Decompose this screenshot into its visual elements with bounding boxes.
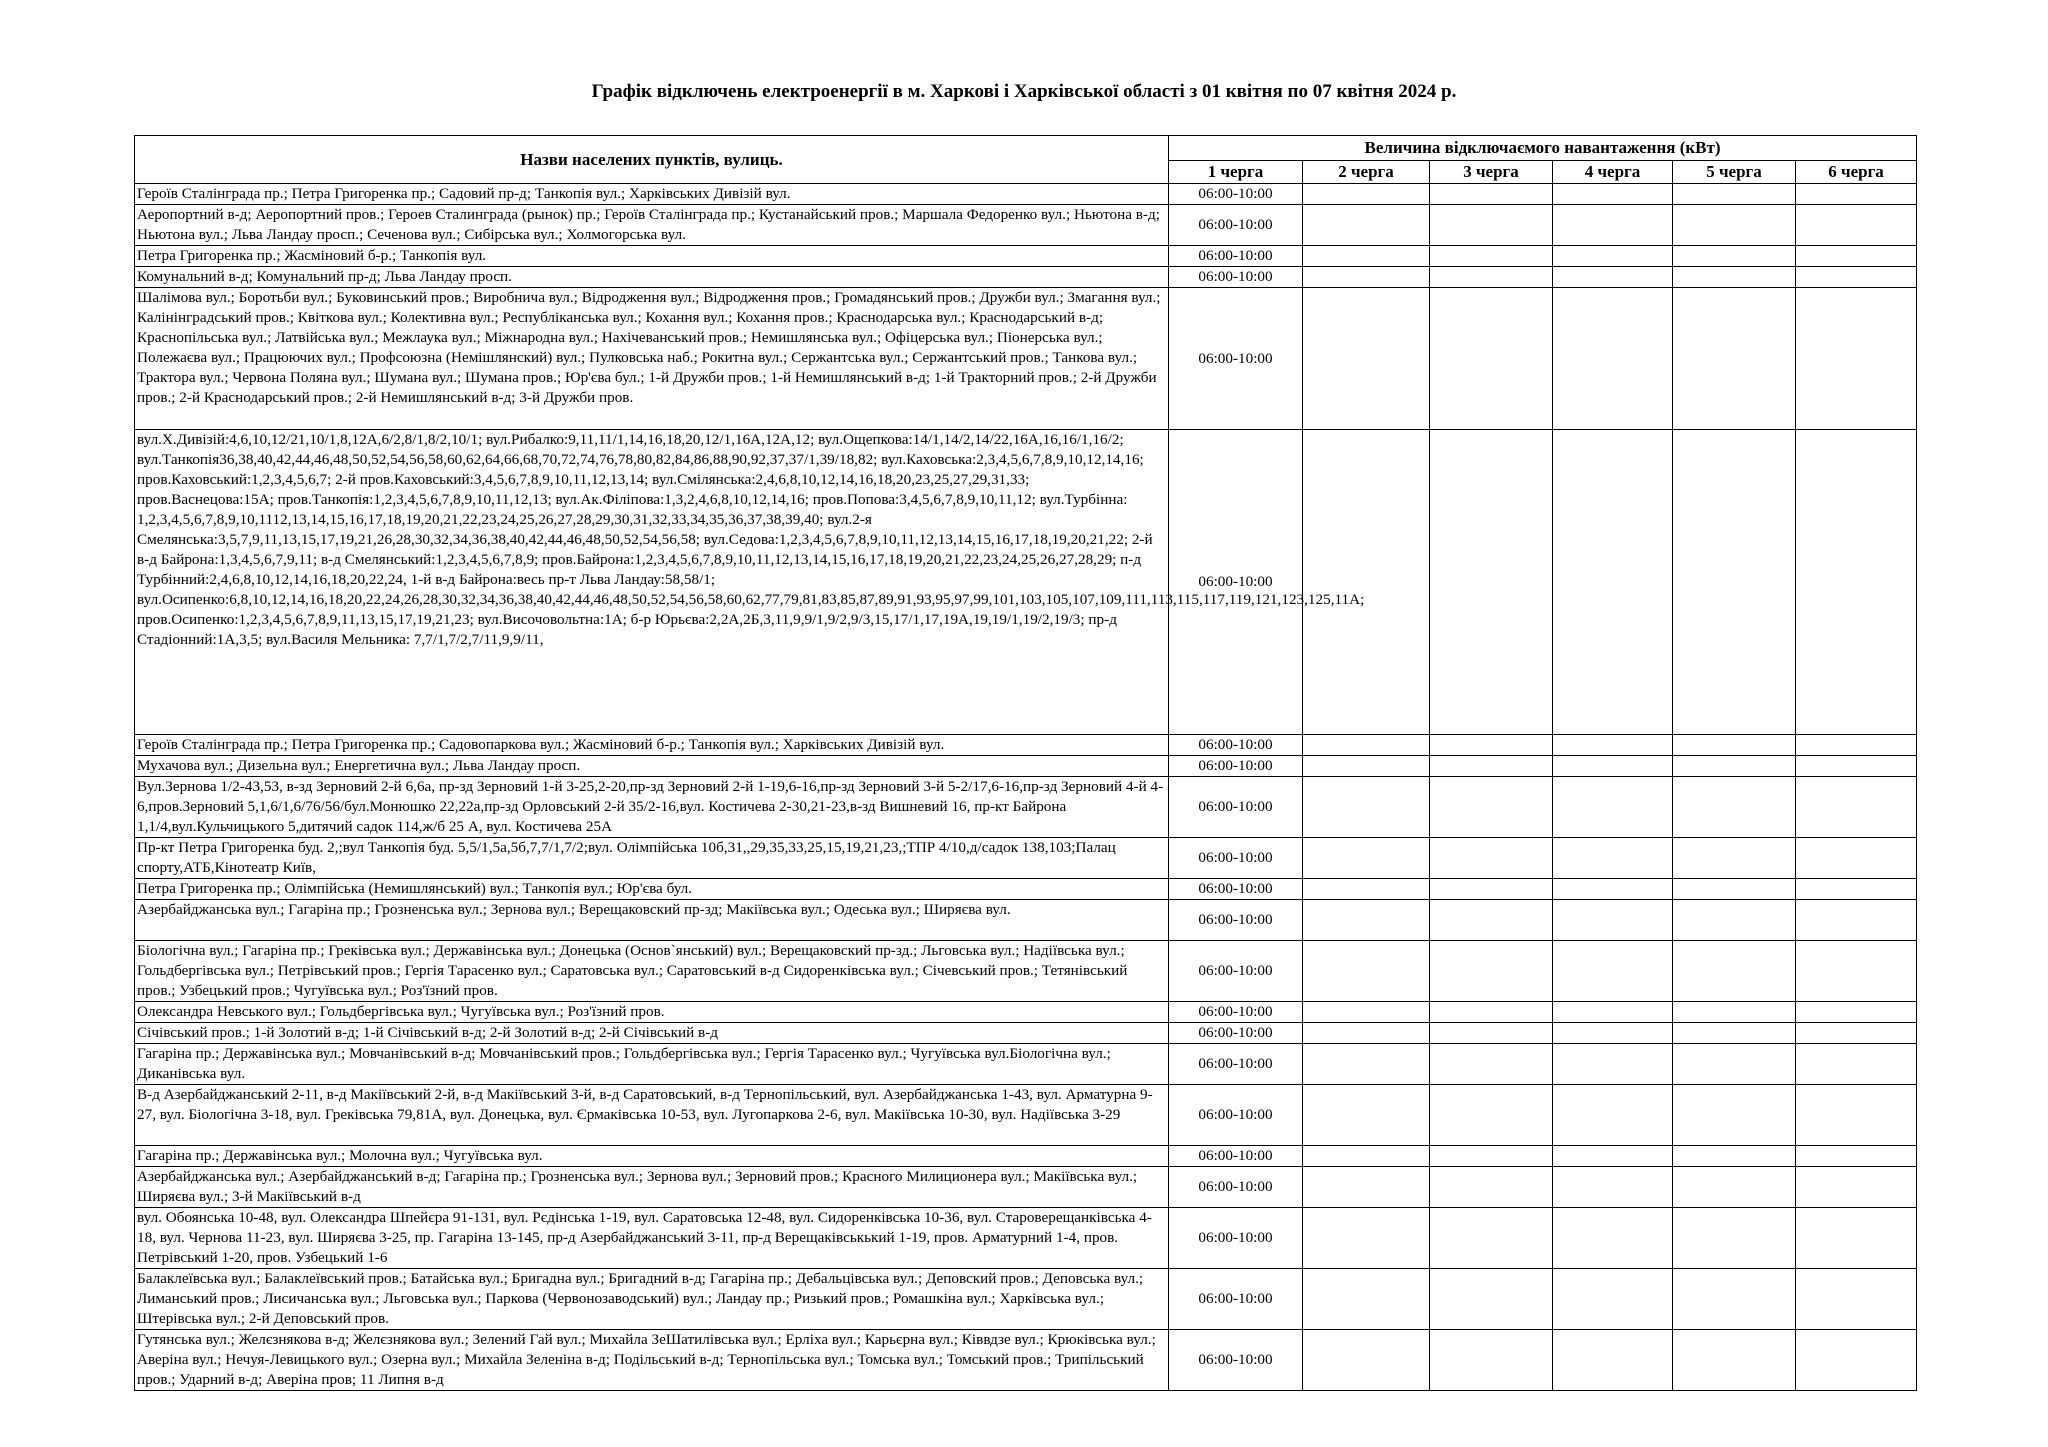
queue-5-time-cell [1673,1167,1796,1208]
streets-cell: Азербайджанська вул.; Гагаріна пр.; Грозненська вул.; Зернова вул.; Верещаковский пр-зд; Макіївська вул.; Одеська вул.; Ширяєва вул. [135,900,1169,941]
table-row [135,735,1917,756]
streets-cell: Азербайджанська вул.; Азербайджанський в-д; Гагаріна пр.; Грозненська вул.; Зернова вул.; Зерновий пров.; Красного Милиционера вул.; Макіївська вул.; Ширяєва вул.; 3-й Макіївський в-д [135,1167,1169,1208]
names-column-header: Назви населених пунктів, вулиць. [135,136,1169,184]
queue-4-time-cell [1553,184,1673,205]
queue-6-time-cell [1796,246,1917,267]
queue-6-time-cell [1796,430,1917,735]
table-row [135,1167,1917,1208]
queue-4-time-cell [1553,1085,1673,1146]
streets-cell: Гагаріна пр.; Державінська вул.; Мовчанівський в-д; Мовчанівський пров.; Гольдбергівська вул.; Гергія Тарасенко вул.; Чугуївська вул.Біологічна вул.; Диканівська вул. [135,1044,1169,1085]
outage-schedule-table [134,135,1917,1391]
queue-5-time-cell [1673,777,1796,838]
queue-1-time-cell: 06:00-10:00 [1169,184,1303,205]
queue-2-time-cell [1303,267,1430,288]
queue-5-time-cell [1673,1002,1796,1023]
queue-6-time-cell [1796,879,1917,900]
table-row [135,1002,1917,1023]
queue-1-time-cell: 06:00-10:00 [1169,941,1303,1002]
queue-1-time-cell: 06:00-10:00 [1169,246,1303,267]
queue-5-time-cell [1673,735,1796,756]
queue-1-time-cell: 06:00-10:00 [1169,1023,1303,1044]
queue-5-time-cell [1673,267,1796,288]
table-row [135,1330,1917,1391]
queue-3-time-cell [1430,941,1553,1002]
table-row [135,184,1917,205]
streets-cell: Петра Григоренка пр.; Олімпійська (Немишлянський) вул.; Танкопія вул.; Юр'єва бул. [135,879,1169,900]
queue-4-time-cell [1553,1167,1673,1208]
queue-5-time-cell [1673,288,1796,430]
queue-1-time-cell: 06:00-10:00 [1169,288,1303,430]
table-body [135,184,1917,1391]
streets-cell: Героїв Сталінграда пр.; Петра Григоренка пр.; Садовий пр-д; Танкопія вул.; Харківських Дивізій вул. [135,184,1169,205]
queue-4-time-cell [1553,1269,1673,1330]
streets-cell: Аеропортний в-д; Аеропортний пров.; Героев Сталинграда (рынок) пр.; Героїв Сталінграда пр.; Кустанайський пров.; Маршала Федоренко вул.; Ньютона в-д; Ньютона вул.; Льва Ландау просп.; Сеченова вул.; Сибірська вул.; Холмогорська вул. [135,205,1169,246]
queue-1-time-cell: 06:00-10:00 [1169,1146,1303,1167]
queue-5-time-cell [1673,184,1796,205]
table-row [135,267,1917,288]
table-row [135,777,1917,838]
queue-3-time-cell [1430,777,1553,838]
queue-3-header: 3 черга [1430,161,1553,184]
table-row [135,246,1917,267]
queue-3-time-cell [1430,1330,1553,1391]
queue-6-time-cell [1796,1269,1917,1330]
queue-6-header: 6 черга [1796,161,1917,184]
queue-1-time-cell: 06:00-10:00 [1169,735,1303,756]
table-row [135,838,1917,879]
queue-3-time-cell [1430,1208,1553,1269]
queue-2-header: 2 черга [1303,161,1430,184]
queue-6-time-cell [1796,777,1917,838]
queue-3-time-cell [1430,246,1553,267]
queue-3-time-cell [1430,1085,1553,1146]
queue-3-time-cell [1430,184,1553,205]
queue-3-time-cell [1430,1146,1553,1167]
queue-2-time-cell [1303,1146,1430,1167]
queue-1-time-cell: 06:00-10:00 [1169,205,1303,246]
queue-6-time-cell [1796,941,1917,1002]
queue-4-time-cell [1553,430,1673,735]
queue-2-time-cell [1303,777,1430,838]
queue-1-time-cell: 06:00-10:00 [1169,1269,1303,1330]
queue-5-time-cell [1673,838,1796,879]
queue-5-time-cell [1673,430,1796,735]
streets-cell: Пр-кт Петра Григоренка буд. 2,;вул Танкопія буд. 5,5/1,5а,5б,7,7/1,7/2;вул. Олімпійська 10б,31,,29,35,33,25,15,19,21,23,;ТПР 4/10,д/садок 138,103;Палац спорту,АТБ,Кінотеатр Київ, [135,838,1169,879]
queue-1-time-cell: 06:00-10:00 [1169,777,1303,838]
streets-cell: В-д Азербайджанський 2-11, в-д Макіївський 2-й, в-д Макіївський 3-й, в-д Саратовський, в-д Тернопільський, вул. Азербайджанська 1-43, вул. Арматурна 9-27, вул. Біологічна 3-18, вул. Греківська 79,81А, вул. Донецька, вул. Єрмаківська 10-53, вул. Лугопаркова 2-6, вул. Макіївська 10-30, вул. Надіївська 3-29 [135,1085,1169,1146]
queue-5-time-cell [1673,1044,1796,1085]
queue-6-time-cell [1796,184,1917,205]
queue-5-time-cell [1673,900,1796,941]
queue-4-time-cell [1553,1146,1673,1167]
queue-5-time-cell [1673,756,1796,777]
table-row [135,756,1917,777]
queue-5-time-cell [1673,879,1796,900]
queue-6-time-cell [1796,1023,1917,1044]
queue-6-time-cell [1796,267,1917,288]
queue-3-time-cell [1430,1023,1553,1044]
queue-2-time-cell [1303,246,1430,267]
queue-5-time-cell [1673,1023,1796,1044]
queue-2-time-cell [1303,879,1430,900]
queue-1-time-cell: 06:00-10:00 [1169,879,1303,900]
streets-cell: вул.Х.Дивізій:4,6,10,12/21,10/1,8,12А,6/2,8/1,8/2,10/1; вул.Рибалко:9,11,11/1,14,16,18,20,12/1,16А,12А,12; вул.Ощепкова:14/1,14/2,14/22,16А,16,16/1,16/2; вул.Танкопія36,38,40,42,44,46,48,50,52,54,56,58,60,62,64,66,68,70,72,74,76,78,80,82,84,86,88,90,92,37,37/1,39/18,82; вул.Каховська:2,3,4,5,6,7,8,9,10,12,14,16; пров.Каховський:1,2,3,4,5,6,7; 2-й пров.Каховський:3,4,5,6,7,8,9,10,11,12,13,14; вул.Смілянська:2,4,6,8,10,12,14,16,18,20,23,25,27,29,31,33; пров.Васнецова:15А; пров.Танкопія:1,2,3,4,5,6,7,8,9,10,11,12,13; вул.Ак.Філіпова:1,3,2,4,6,8,10,12,14,16; пров.Попова:3,4,5,6,7,8,9,10,11,12; вул.Турбінна: 1,2,3,4,5,6,7,8,9,10,1112,13,14,15,16,17,18,19,20,21,22,23,24,25,26,27,28,29,30,31,32,33,34,35,36,37,38,39,40; вул.2-я Смелянська:3,5,7,9,11,13,15,17,19,21,26,28,30,32,34,36,38,40,42,44,46,48,50,52,54,56,58; вул.Седова:1,2,3,4,5,6,7,8,9,10,11,12,13,14,15,16,17,18,19,20,21,22; 2-й в-д Байрона:1,3,4,5,6,7,9,11; в-д Смелянський:1,2,3,4,5,6,7,8,9; пров.Байрона:1,2,3,4,5,6,7,8,9,10,11,12,13,14,15,16,17,18,19,20,21,22,23,24,25,26,27,28,29; п-д Турбінний:2,4,6,8,10,12,14,16,18,20,22,24, 1-й в-д Байрона:весь пр-т Льва Ландау:58,58/1; вул.Осипенко:6,8,10,12,14,16,18,20,22,24,26,28,30,32,34,36,38,40,42,44,46,48,50,52,54,56,58,60,62,77,79,81,83,85,87,89,91,93,95,97,99,101,103,105,107,109,111,113,115,117,119,121,123,125,11А; пров.Осипенко:1,2,3,4,5,6,7,8,9,11,13,15,17,19,21,23; вул.Височовольтна:1А; б-р Юрьєва:2,2А,2Б,3,11,9,9/1,9/2,9/3,15,17/1,17,19А,19,19/1,19/2,19/3; пр-д Стадіонний:1А,3,5; вул.Василя Мельника: 7,7/1,7/2,7/11,9,9/11, [135,430,1169,735]
table-row [135,1146,1917,1167]
queue-2-time-cell [1303,430,1430,735]
queue-6-time-cell [1796,1044,1917,1085]
table-row [135,430,1917,735]
table-row [135,1044,1917,1085]
queue-4-time-cell [1553,1330,1673,1391]
queue-3-time-cell [1430,1167,1553,1208]
queue-5-time-cell [1673,246,1796,267]
table-row [135,288,1917,430]
table-row [135,941,1917,1002]
queue-1-time-cell: 06:00-10:00 [1169,756,1303,777]
queue-5-time-cell [1673,1269,1796,1330]
queue-1-time-cell: 06:00-10:00 [1169,1167,1303,1208]
streets-cell: Олександра Невського вул.; Гольдбергівська вул.; Чугуївська вул.; Роз'їзний пров. [135,1002,1169,1023]
queue-1-time-cell: 06:00-10:00 [1169,1002,1303,1023]
queue-2-time-cell [1303,838,1430,879]
streets-cell: Гагаріна пр.; Державінська вул.; Молочна вул.; Чугуївська вул. [135,1146,1169,1167]
streets-cell: Шалімова вул.; Боротьби вул.; Буковинський пров.; Виробнича вул.; Відродження вул.; Відродження пров.; Громадянський пров.; Дружби вул.; Змагання вул.; Калінінградський пров.; Квіткова вул.; Колективна вул.; Республіканська вул.; Кохання вул.; Кохання пров.; Краснодарська вул.; Краснодарський в-д; Краснопільська вул.; Латвійська вул.; Межлаука вул.; Міжнародна вул.; Нахічеванський пров.; Немишлянська вул.; Офіцерська вул.; Піонерська вул.; Полежаєва вул.; Працюючих вул.; Профсоюзна (Немішлянский) вул.; Пулковська наб.; Рокитна вул.; Сержантська вул.; Сержантський пров.; Танкова вул.; Трактора вул.; Червона Поляна вул.; Шумана вул.; Шумана пров.; Юр'єва бул.; 1-й Дружби пров.; 1-й Немишлянський в-д; 1-й Тракторний пров.; 2-й Дружби пров.; 2-й Краснодарський пров.; 2-й Немишлянський в-д; 3-й Дружби пров. [135,288,1169,430]
queue-4-time-cell [1553,246,1673,267]
queue-3-time-cell [1430,900,1553,941]
queue-5-time-cell [1673,1146,1796,1167]
queue-5-time-cell [1673,1330,1796,1391]
queue-4-time-cell [1553,267,1673,288]
queue-3-time-cell [1430,1002,1553,1023]
streets-cell: Петра Григоренка пр.; Жасміновий б-р.; Танкопія вул. [135,246,1169,267]
queue-3-time-cell [1430,735,1553,756]
queue-6-time-cell [1796,756,1917,777]
queue-4-time-cell [1553,1002,1673,1023]
queue-2-time-cell [1303,184,1430,205]
table-row [135,1023,1917,1044]
streets-cell: Вул.Зернова 1/2-43,53, в-зд Зерновий 2-й 6,6а, пр-зд Зерновий 1-й 3-25,2-20,пр-зд Зерновий 2-й 1-19,6-16,пр-зд Зерновий 3-й 5-2/17,6-16,пр-зд Зерновий 4-й 4-6,пров.Зерновий 5,1,6/1,6/76/56/бул.Монюшко 22,22а,пр-зд Орловський 2-й 35/2-16,вул. Костичева 2-30,21-23,в-зд Вишневий 16, пр-кт Байрона 1,1/4,вул.Кульчицького 5,дитячий садок 114,ж/б 25 А, вул. Костичева 25А [135,777,1169,838]
queue-1-time-cell: 06:00-10:00 [1169,1330,1303,1391]
queue-1-time-cell: 06:00-10:00 [1169,838,1303,879]
queue-1-time-cell: 06:00-10:00 [1169,430,1303,735]
queue-4-time-cell [1553,205,1673,246]
queue-3-time-cell [1430,1269,1553,1330]
queue-4-time-cell [1553,1023,1673,1044]
queue-4-header: 4 черга [1553,161,1673,184]
queue-6-time-cell [1796,838,1917,879]
table-row [135,879,1917,900]
queue-6-time-cell [1796,1208,1917,1269]
queue-2-time-cell [1303,1208,1430,1269]
queue-2-time-cell [1303,288,1430,430]
queue-2-time-cell [1303,1167,1430,1208]
queue-6-time-cell [1796,1167,1917,1208]
streets-cell: Балаклеївська вул.; Балаклеївський пров.; Батайська вул.; Бригадна вул.; Бригадний в-д; Гагаріна пр.; Дебальцівська вул.; Деповский пров.; Деповська вул.; Лиманський пров.; Лисичанська вул.; Льговська вул.; Паркова (Червонозаводський) вул.; Ландау пр.; Ризький пров.; Ромашкіна вул.; Харківська вул.; Штерівська вул.; 2-й Деповський пров. [135,1269,1169,1330]
table-row [135,205,1917,246]
queue-2-time-cell [1303,756,1430,777]
queue-4-time-cell [1553,735,1673,756]
queue-4-time-cell [1553,879,1673,900]
queue-3-time-cell [1430,879,1553,900]
queue-4-time-cell [1553,941,1673,1002]
queue-3-time-cell [1430,205,1553,246]
table-row [135,1269,1917,1330]
queue-5-time-cell [1673,941,1796,1002]
queue-1-time-cell: 06:00-10:00 [1169,1085,1303,1146]
queue-6-time-cell [1796,1146,1917,1167]
queue-1-time-cell: 06:00-10:00 [1169,1208,1303,1269]
streets-cell: Комунальний в-д; Комунальний пр-д; Льва Ландау просп. [135,267,1169,288]
queue-2-time-cell [1303,1044,1430,1085]
queue-4-time-cell [1553,756,1673,777]
table-row [135,1085,1917,1146]
queue-2-time-cell [1303,1330,1430,1391]
queue-6-time-cell [1796,900,1917,941]
queue-4-time-cell [1553,900,1673,941]
queue-3-time-cell [1430,288,1553,430]
queue-4-time-cell [1553,1044,1673,1085]
queue-3-time-cell [1430,1044,1553,1085]
queue-3-time-cell [1430,267,1553,288]
queue-5-time-cell [1673,1085,1796,1146]
table-row [135,900,1917,941]
streets-cell: Біологічна вул.; Гагаріна пр.; Греківська вул.; Державінська вул.; Донецька (Основ`янський) вул.; Верещаковский пр-зд.; Льговська вул.; Надіївська вул.; Гольдбергівська вул.; Петрівський пров.; Гергія Тарасенко вул.; Саратовська вул.; Саратовський в-д Сидоренківська вул.; Січевський пров.; Тетянівський пров.; Узбецький пров.; Чугуївська вул.; Роз'їзний пров. [135,941,1169,1002]
table-row [135,1208,1917,1269]
queue-6-time-cell [1796,205,1917,246]
load-column-header: Величина відключаємого навантаження (кВт) [1169,136,1917,161]
queue-2-time-cell [1303,941,1430,1002]
streets-cell: Січівський пров.; 1-й Золотий в-д; 1-й Січівський в-д; 2-й Золотий в-д; 2-й Січівський в-д [135,1023,1169,1044]
queue-2-time-cell [1303,205,1430,246]
queue-5-header: 5 черга [1673,161,1796,184]
queue-3-time-cell [1430,756,1553,777]
queue-2-time-cell [1303,1269,1430,1330]
queue-2-time-cell [1303,1085,1430,1146]
streets-cell: вул. Обоянська 10-48, вул. Олександра Шпейєра 91-131, вул. Рєдінська 1-19, вул. Саратовська 12-48, вул. Сидоренківська 10-36, вул. Староверещанківська 4-18, вул. Чернова 11-23, вул. Ширяєва 3-25, пр. Гагаріна 13-145, пр-д Азербайджанський 3-11, пр-д Верещаківськький 1-19, пров. Арматурний 1-4, пров. Петрівський 1-20, пров. Узбецький 1-6 [135,1208,1169,1269]
queue-2-time-cell [1303,1002,1430,1023]
queue-2-time-cell [1303,735,1430,756]
queue-1-time-cell: 06:00-10:00 [1169,900,1303,941]
queue-4-time-cell [1553,1208,1673,1269]
queue-1-time-cell: 06:00-10:00 [1169,1044,1303,1085]
streets-cell: Героїв Сталінграда пр.; Петра Григоренка пр.; Садовопаркова вул.; Жасміновий б-р.; Танкопія вул.; Харківських Дивізій вул. [135,735,1169,756]
queue-2-time-cell [1303,1023,1430,1044]
queue-6-time-cell [1796,1002,1917,1023]
page-title: Графік відключень електроенергії в м. Харкові і Харківської області з 01 квітня по 07 квітня 2024 р. [591,81,1457,102]
queue-1-time-cell: 06:00-10:00 [1169,267,1303,288]
queue-3-time-cell [1430,430,1553,735]
streets-cell: Мухачова вул.; Дизельна вул.; Енергетична вул.; Льва Ландау просп. [135,756,1169,777]
streets-cell: Гутянська вул.; Желєзнякова в-д; Желєзнякова вул.; Зелений Гай вул.; Михайла ЗеШатилівська вул.; Ерліха вул.; Карьєрна вул.; Ківвдзе вул.; Крюківська вул.; Аверіна вул.; Нечуя-Левицького вул.; Озерна вул.; Михайла Зеленіна в-д; Подільський в-д; Тернопільська вул.; Томська вул.; Томський пров.; Трипільський пров.; Ударний в-д; Аверіна пров; 11 Липня в-д [135,1330,1169,1391]
queue-6-time-cell [1796,1330,1917,1391]
queue-6-time-cell [1796,1085,1917,1146]
queue-5-time-cell [1673,205,1796,246]
queue-5-time-cell [1673,1208,1796,1269]
queue-6-time-cell [1796,735,1917,756]
queue-1-header: 1 черга [1169,161,1303,184]
queue-2-time-cell [1303,900,1430,941]
queue-6-time-cell [1796,288,1917,430]
queue-4-time-cell [1553,288,1673,430]
queue-4-time-cell [1553,777,1673,838]
queue-4-time-cell [1553,838,1673,879]
queue-3-time-cell [1430,838,1553,879]
